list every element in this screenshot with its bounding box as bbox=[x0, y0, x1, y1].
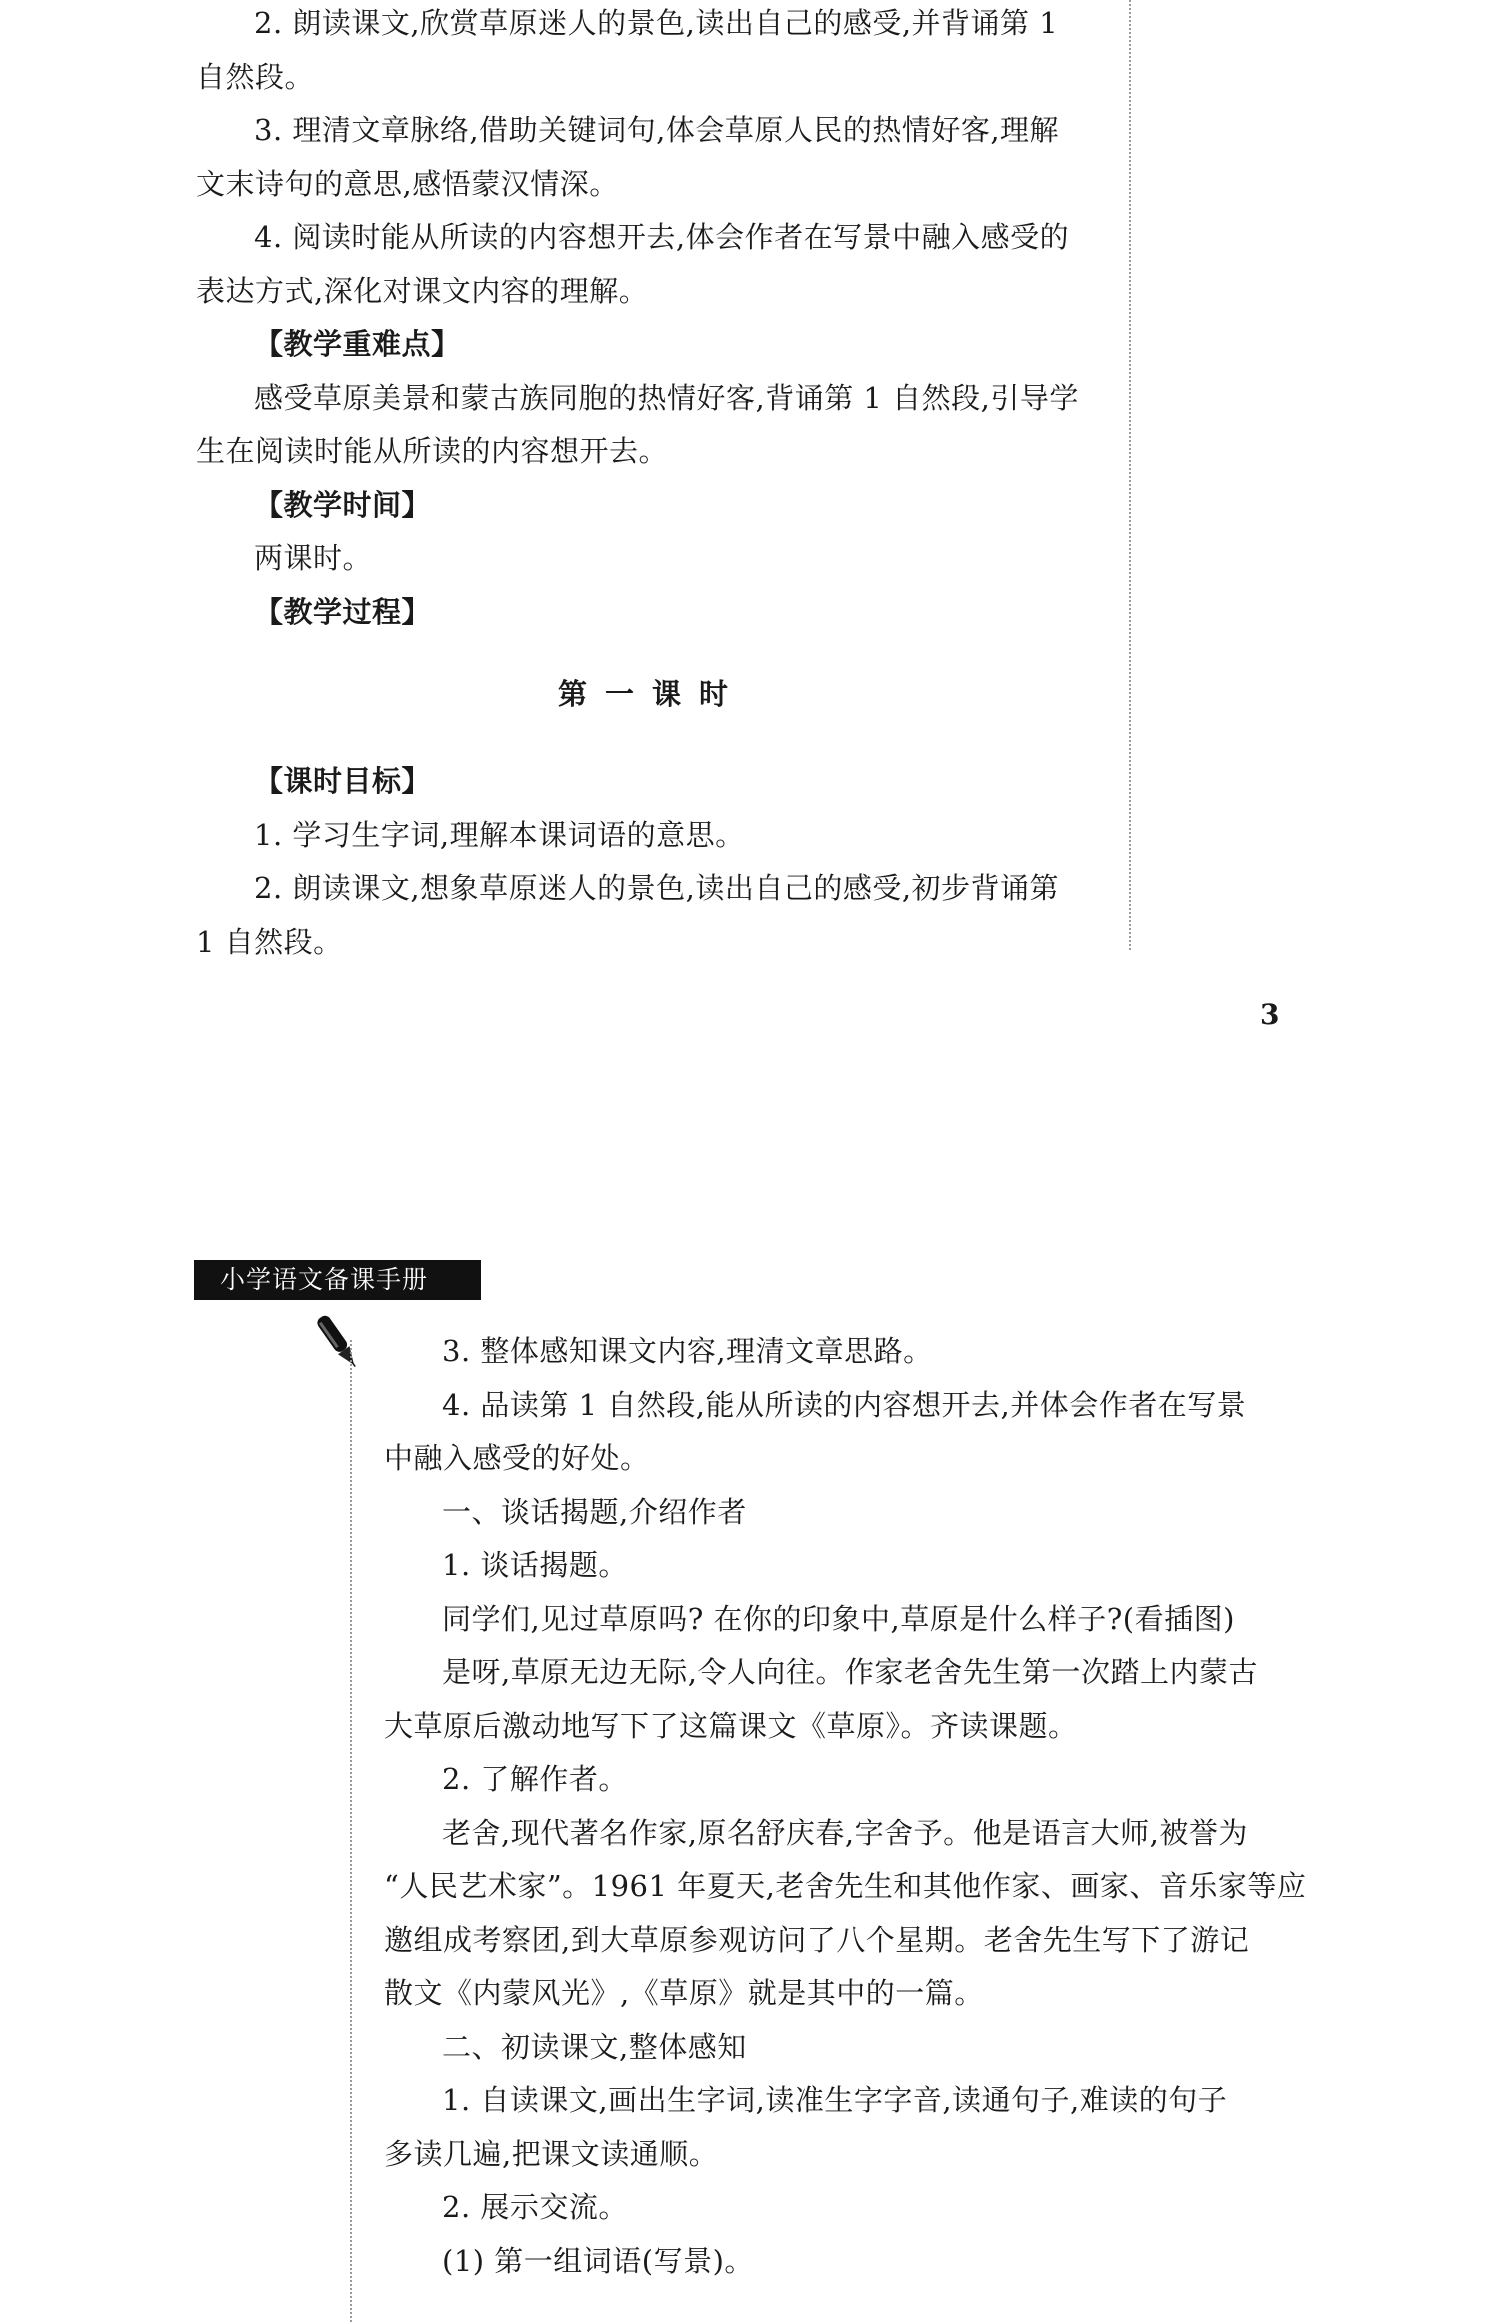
text-line: 邀组成考察团,到大草原参观访问了八个星期。老舍先生写下了游记 bbox=[384, 1922, 1250, 1957]
text-line: (1) 第一组词语(写景)。 bbox=[442, 2243, 754, 2278]
text-line: 感受草原美景和蒙古族同胞的热情好客,背诵第 1 自然段,引导学 bbox=[254, 380, 1079, 415]
page-number: 3 bbox=[1260, 998, 1280, 1031]
text-line: 两课时。 bbox=[254, 541, 373, 575]
text-line: 自然段。 bbox=[196, 59, 315, 94]
text-line: 4. 品读第 1 自然段,能从所读的内容想开去,并体会作者在写景 bbox=[442, 1387, 1247, 1422]
text-line: 3. 理清文章脉络,借助关键词句,体会草原人民的热情好客,理解 bbox=[254, 113, 1060, 147]
text-line: 2. 了解作者。 bbox=[442, 1762, 628, 1796]
margin-dotted-rule bbox=[1129, 0, 1131, 950]
text-line: 2. 朗读课文,想象草原迷人的景色,读出自己的感受,初步背诵第 bbox=[254, 871, 1060, 905]
text-line: 2. 朗读课文,欣赏草原迷人的景色,读出自己的感受,并背诵第 1 bbox=[254, 6, 1059, 40]
text-line: 表达方式,深化对课文内容的理解。 bbox=[196, 273, 649, 308]
text-line: 文末诗句的意思,感悟蒙汉情深。 bbox=[196, 166, 619, 201]
text-line: 大草原后激动地写下了这篇课文《草原》。齐读课题。 bbox=[384, 1708, 1078, 1743]
page-upper-text bbox=[196, 0, 1108, 969]
page-lower bbox=[0, 1130, 1500, 2322]
text-line: 是呀,草原无边无际,令人向往。作家老舍先生第一次踏上内蒙古 bbox=[442, 1655, 1258, 1689]
text-line: 中融入感受的好处。 bbox=[384, 1441, 650, 1475]
section-heading: 【课时目标】 bbox=[254, 764, 432, 798]
text-line: 1. 谈话揭题。 bbox=[442, 1548, 628, 1582]
running-header: 小学语文备课手册 bbox=[194, 1260, 481, 1300]
lesson-title: 第一课时 bbox=[557, 677, 746, 711]
page-upper bbox=[0, 0, 1500, 1130]
pen-icon bbox=[316, 1310, 360, 1374]
section-heading: 【教学时间】 bbox=[254, 487, 432, 522]
text-line: 散文《内蒙风光》,《草原》就是其中的一篇。 bbox=[384, 1976, 984, 2010]
text-line: 一、谈话揭题,介绍作者 bbox=[442, 1494, 747, 1529]
text-line: 多读几遍,把课文读通顺。 bbox=[384, 2136, 719, 2171]
section-heading: 【教学过程】 bbox=[254, 594, 432, 629]
text-line: 老舍,现代著名作家,原名舒庆春,字舍予。他是语言大师,被誉为 bbox=[442, 1815, 1248, 1850]
text-line: 同学们,见过草原吗? 在你的印象中,草原是什么样子?(看插图) bbox=[442, 1601, 1235, 1636]
text-line: 1 自然段。 bbox=[196, 924, 343, 959]
text-line: 生在阅读时能从所读的内容想开去。 bbox=[196, 434, 669, 468]
section-heading: 【教学重难点】 bbox=[254, 327, 461, 361]
text-line: 1. 自读课文,画出生字词,读准生字字音,读通句子,难读的句子 bbox=[442, 2083, 1228, 2117]
text-line: 2. 展示交流。 bbox=[442, 2190, 628, 2224]
text-line: 二、初读课文,整体感知 bbox=[442, 2029, 747, 2064]
margin-dotted-rule bbox=[350, 1340, 352, 2322]
text-line: 1. 学习生字词,理解本课词语的意思。 bbox=[254, 817, 745, 852]
text-line: 3. 整体感知课文内容,理清文章思路。 bbox=[442, 1334, 933, 1368]
text-line: “人民艺术家”。1961 年夏天,老舍先生和其他作家、画家、音乐家等应 bbox=[384, 1869, 1307, 1903]
page-lower-text bbox=[384, 1325, 1307, 2288]
text-line: 4. 阅读时能从所读的内容想开去,体会作者在写景中融入感受的 bbox=[254, 220, 1070, 254]
